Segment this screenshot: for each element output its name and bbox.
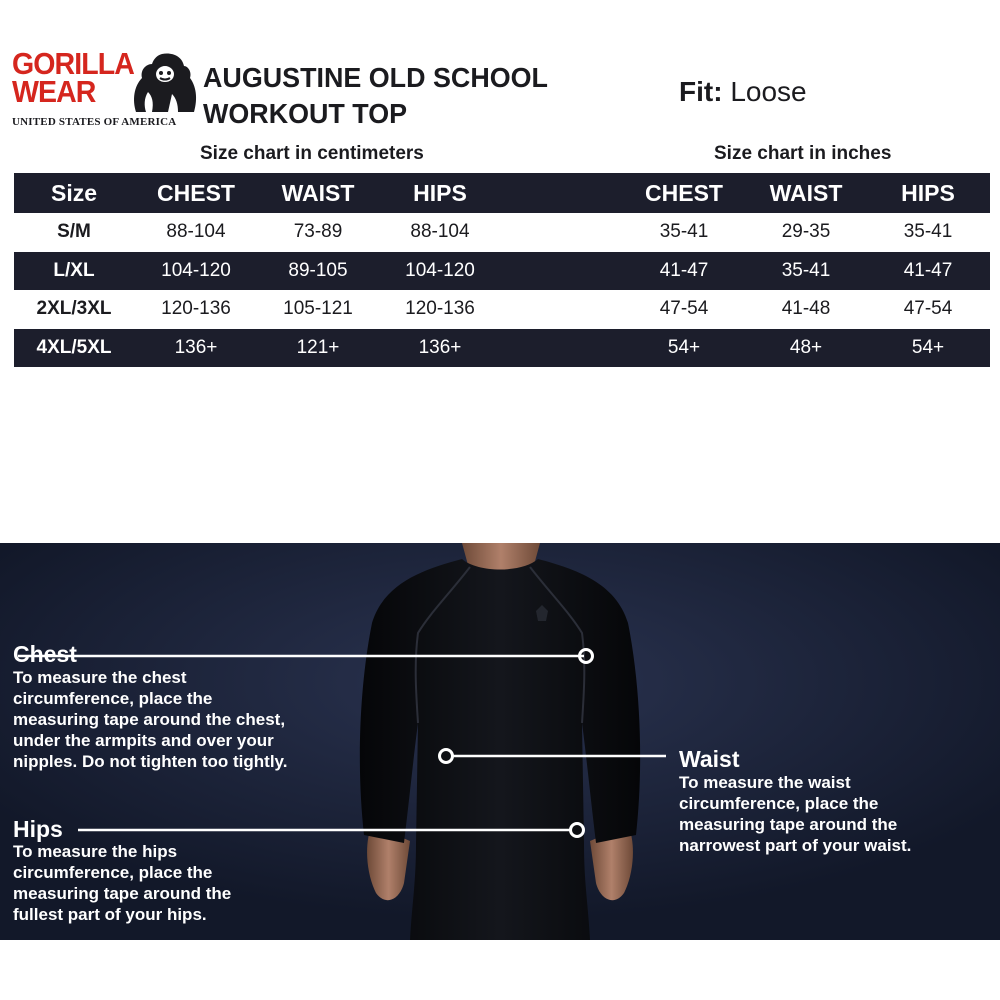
measurement-cell: 29-35 <box>781 221 831 243</box>
measurement-cell: 88-104 <box>166 221 226 243</box>
brand-wordmark <box>12 46 134 109</box>
measurement-cell: 104-120 <box>405 259 475 281</box>
brand-name-line2: WEAR <box>12 74 96 109</box>
fit-info <box>679 76 807 108</box>
product-title-line2: WORKOUT TOP <box>203 98 408 129</box>
product-title <box>203 60 606 132</box>
waist-description <box>679 772 911 856</box>
measurement-cell: 54+ <box>667 336 701 358</box>
measurement-guide <box>0 543 1000 940</box>
column-header-cell: HIPS <box>413 179 467 206</box>
measurement-cell: 121+ <box>296 336 340 358</box>
measurement-cell: 41-47 <box>659 259 709 281</box>
gorilla-icon <box>132 52 198 114</box>
chest-desc-line: To measure the chest <box>13 668 187 687</box>
waist-title: Waist <box>679 746 740 772</box>
brand-country: UNITED STATES OF AMERICA <box>12 116 177 128</box>
cm-caption: Size chart in centimeters <box>200 143 424 164</box>
measurement-cell: 48+ <box>789 336 823 358</box>
table-row <box>14 329 990 368</box>
chest-desc-line: under the armpits and over your <box>13 731 274 750</box>
column-header-cell: HIPS <box>901 179 955 206</box>
waist-desc-line: narrowest part of your waist. <box>679 836 912 855</box>
measurement-cell: 54+ <box>911 336 945 358</box>
size-label-cell: 4XL/5XL <box>36 336 112 358</box>
measurement-cell: 88-104 <box>410 221 470 243</box>
measurement-cell: 41-47 <box>903 259 953 281</box>
table-row <box>14 252 990 291</box>
chest-guide <box>13 641 77 667</box>
inch-caption: Size chart in inches <box>714 143 892 164</box>
column-header-cell: WAIST <box>769 179 843 206</box>
size-header-cell: Size <box>50 179 98 206</box>
chest-desc-line: measuring tape around the chest, <box>13 710 286 729</box>
measurement-cell: 35-41 <box>659 221 709 243</box>
measurement-cell: 89-105 <box>288 259 348 281</box>
hips-desc-line: measuring tape around the <box>13 884 232 903</box>
chest-desc-line: circumference, place the <box>13 689 213 708</box>
chest-title: Chest <box>13 641 77 667</box>
size-label-cell: L/XL <box>53 259 95 281</box>
measurement-cell: 35-41 <box>903 221 953 243</box>
measurement-cell: 35-41 <box>781 259 831 281</box>
measurement-cell: 136+ <box>174 336 218 358</box>
waist-desc-line: circumference, place the <box>679 794 879 813</box>
measurement-cell: 120-136 <box>161 298 231 320</box>
fit-label: Fit: <box>679 76 723 107</box>
column-header-cell: CHEST <box>157 179 235 206</box>
column-header-cell: CHEST <box>645 179 723 206</box>
table-header-row <box>14 173 990 213</box>
measurement-cell: 41-48 <box>781 298 831 320</box>
chest-desc-line: nipples. Do not tighten too tightly. <box>13 752 288 771</box>
column-header-cell: WAIST <box>281 179 355 206</box>
fit-value: Loose <box>730 76 807 107</box>
measurement-cell: 136+ <box>418 336 462 358</box>
size-chart-table <box>14 173 990 367</box>
hips-guide <box>13 816 63 842</box>
measurement-cell: 47-54 <box>659 298 709 320</box>
hips-desc-line: circumference, place the <box>13 863 213 882</box>
brand-logo <box>12 46 190 132</box>
measurement-cell: 120-136 <box>405 298 475 320</box>
measurement-cell: 105-121 <box>283 298 353 320</box>
waist-desc-line: To measure the waist <box>679 773 851 792</box>
product-title-line1: AUGUSTINE OLD SCHOOL <box>203 62 548 93</box>
size-label-cell: 2XL/3XL <box>36 298 112 320</box>
brand-name-line1: GORILLA <box>12 46 134 81</box>
chest-description <box>13 667 287 772</box>
waist-desc-line: measuring tape around the <box>679 815 898 834</box>
hips-title: Hips <box>13 816 63 842</box>
measurement-cell: 47-54 <box>903 298 953 320</box>
table-row <box>14 290 990 329</box>
waist-guide <box>679 746 740 772</box>
hips-desc-line: To measure the hips <box>13 842 178 861</box>
measurement-cell: 104-120 <box>161 259 231 281</box>
table-row <box>14 213 990 252</box>
size-label-cell: S/M <box>57 221 91 243</box>
hips-desc-line: fullest part of your hips. <box>13 905 207 924</box>
hips-description <box>13 841 231 925</box>
measurement-cell: 73-89 <box>293 221 343 243</box>
